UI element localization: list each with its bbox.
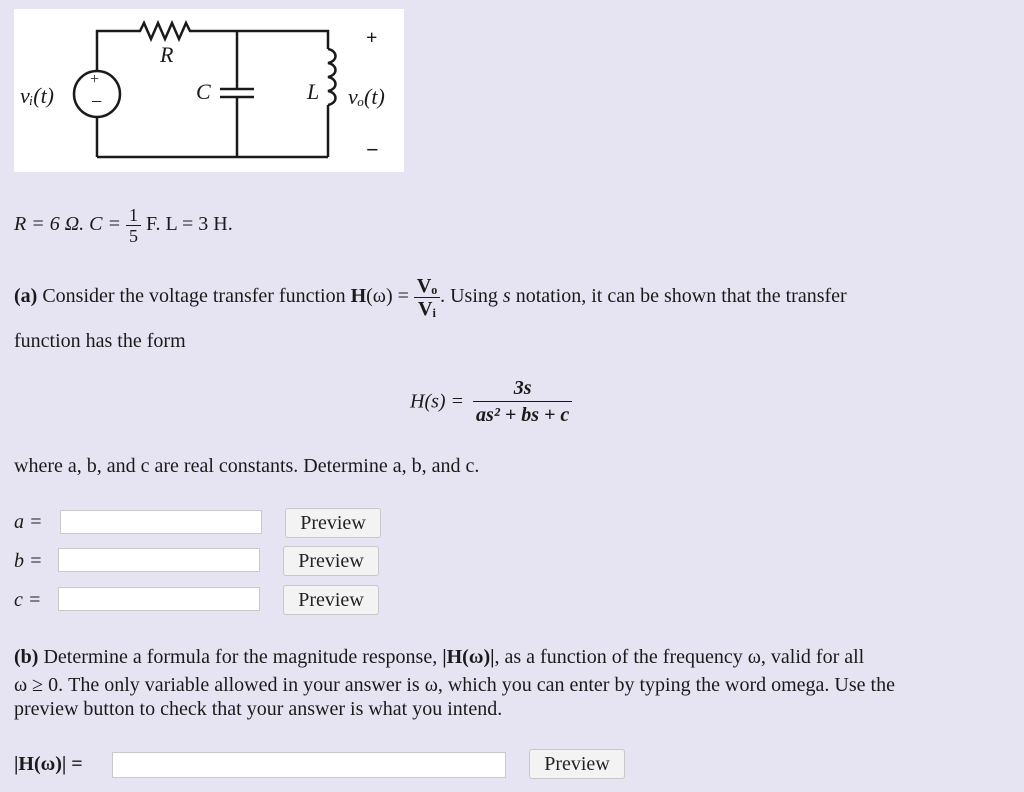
c-numerator: 1 [126,205,141,226]
output-plus-sign: + [366,27,378,49]
preview-a-button[interactable]: Preview [285,508,381,538]
magnitude-answer-label: |H(ω)| = [14,753,83,775]
formula-lhs: H(s) = [410,390,465,413]
part-a-omega: (ω) [366,285,393,308]
preview-b-button[interactable]: Preview [283,546,379,576]
source-label: vᵢ(t) [20,83,55,108]
part-a-eq: = [392,285,414,308]
part-a-line2: function has the form [14,330,186,352]
part-b-line2: ω ≥ 0. The only variable allowed in your answer is ω, which you can enter by typing the word omega. Use the [14,674,895,696]
part-a-label: (a) [14,285,38,308]
part-b-magnitude: |H(ω)| [442,646,495,668]
part-a-text1: Consider the voltage transfer function [37,285,351,308]
transfer-formula [410,375,572,428]
part-a-s: s [502,285,511,308]
inductor-label: L [307,79,320,104]
answer-c-label: c = [14,589,42,611]
c-denominator: 5 [129,226,139,246]
given-c-fraction [126,205,141,246]
given-values [14,205,233,246]
part-a-where: where a, b, and c are real constants. Determine a, b, and c. [14,455,480,477]
part-b-label: (b) [14,646,39,668]
source-plus-sign: + [90,71,100,88]
output-minus-sign: − [366,137,379,162]
part-a-text3: notation, it can be shown that the transfer [510,285,847,308]
formula-numerator: 3s [473,375,572,402]
answer-b-label: b = [14,550,43,572]
magnitude-answer-input[interactable] [112,752,506,778]
inductor-coil [328,49,336,105]
resistor-label: R [160,42,174,67]
given-c-unit: F. L = 3 H. [141,213,233,236]
answer-b-input[interactable] [58,548,260,572]
part-a-text2: . Using [440,285,503,308]
part-b-line1a: Determine a formula for the magnitude response, [38,646,443,668]
formula-fraction [473,375,572,428]
formula-denominator: as² + bs + c [476,404,570,426]
circuit-diagram [14,9,404,172]
part-a-H: H [350,285,367,308]
part-b-line1 [14,645,864,669]
preview-c-button[interactable]: Preview [283,585,379,615]
capacitor-label: C [196,79,211,104]
preview-magnitude-button[interactable]: Preview [529,749,625,779]
vo-vi-fraction [414,275,440,320]
vi-denominator: Vᵢ [418,298,436,320]
top-wire-resistor [97,23,328,71]
vo-numerator: Vₒ [414,275,440,298]
source-minus-sign: − [91,91,103,113]
answer-a-label: a = [14,511,43,533]
answer-a-input[interactable] [60,510,262,534]
output-label: vₒ(t) [348,84,385,109]
part-a-statement [14,275,847,320]
answer-c-input[interactable] [58,587,260,611]
part-b-line3: preview button to check that your answer is what you intend. [14,698,503,720]
given-r: R = 6 Ω. C = [14,213,127,236]
part-b-line1b: , as a function of the frequency ω, valid for all [494,646,865,668]
